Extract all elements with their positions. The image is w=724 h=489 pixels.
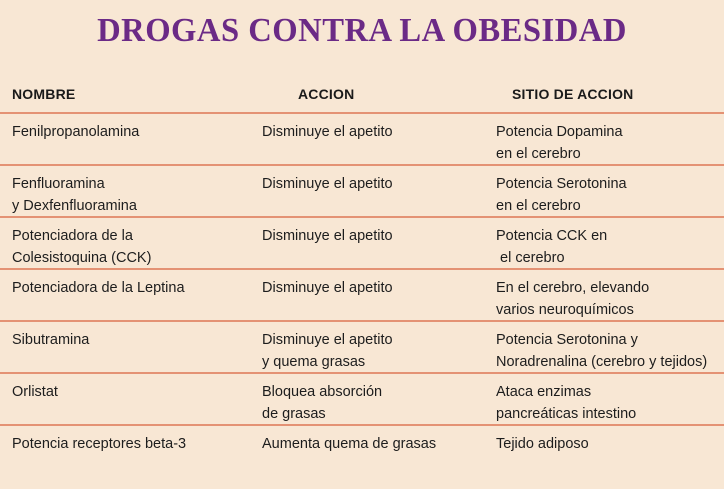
cell-site: En el cerebro, elevando varios neuroquímicos [496, 280, 650, 318]
drug-table [0, 80, 724, 470]
cell-action: Disminuye el apetito [262, 176, 393, 192]
cell-action: Aumenta quema de grasas [262, 436, 437, 452]
page-title: DROGAS CONTRA LA OBESIDAD [97, 12, 627, 49]
header-name: NOMBRE [12, 86, 76, 102]
cell-action: Disminuye el apetito [262, 228, 393, 244]
cell-name: Orlistat [12, 384, 58, 400]
cell-name: Fenilpropanolamina [12, 124, 140, 140]
table-row [0, 218, 724, 268]
cell-name: Potencia receptores beta-3 [12, 436, 187, 452]
cell-name: Potenciadora de la Colesistoquina (CCK) [12, 228, 152, 266]
cell-site: Potencia CCK en el cerebro [496, 228, 608, 266]
cell-action: Disminuye el apetito y quema grasas [262, 332, 393, 370]
cell-action: Disminuye el apetito [262, 280, 393, 296]
cell-name: Potenciadora de la Leptina [12, 280, 185, 296]
cell-site: Tejido adiposo [496, 436, 589, 452]
cell-name: Fenfluoramina y Dexfenfluoramina [12, 176, 137, 214]
table-row [0, 166, 724, 216]
header-site: SITIO DE ACCION [512, 86, 634, 102]
table-row [0, 114, 724, 164]
table-row [0, 270, 724, 320]
table-row [0, 322, 724, 372]
cell-site: Ataca enzimas pancreáticas intestino [496, 384, 637, 422]
table-row [0, 426, 724, 470]
cell-action: Bloquea absorción de grasas [262, 384, 383, 422]
cell-name: Sibutramina [12, 332, 90, 348]
table-row [0, 374, 724, 424]
cell-site: Potencia Serotonina y Noradrenalina (cerebro y tejidos) [496, 332, 708, 370]
cell-site: Potencia Serotonina en el cerebro [496, 176, 627, 214]
cell-action: Disminuye el apetito [262, 124, 393, 140]
header-action: ACCION [298, 86, 355, 102]
table-header [0, 80, 724, 112]
cell-site: Potencia Dopamina en el cerebro [496, 124, 623, 162]
